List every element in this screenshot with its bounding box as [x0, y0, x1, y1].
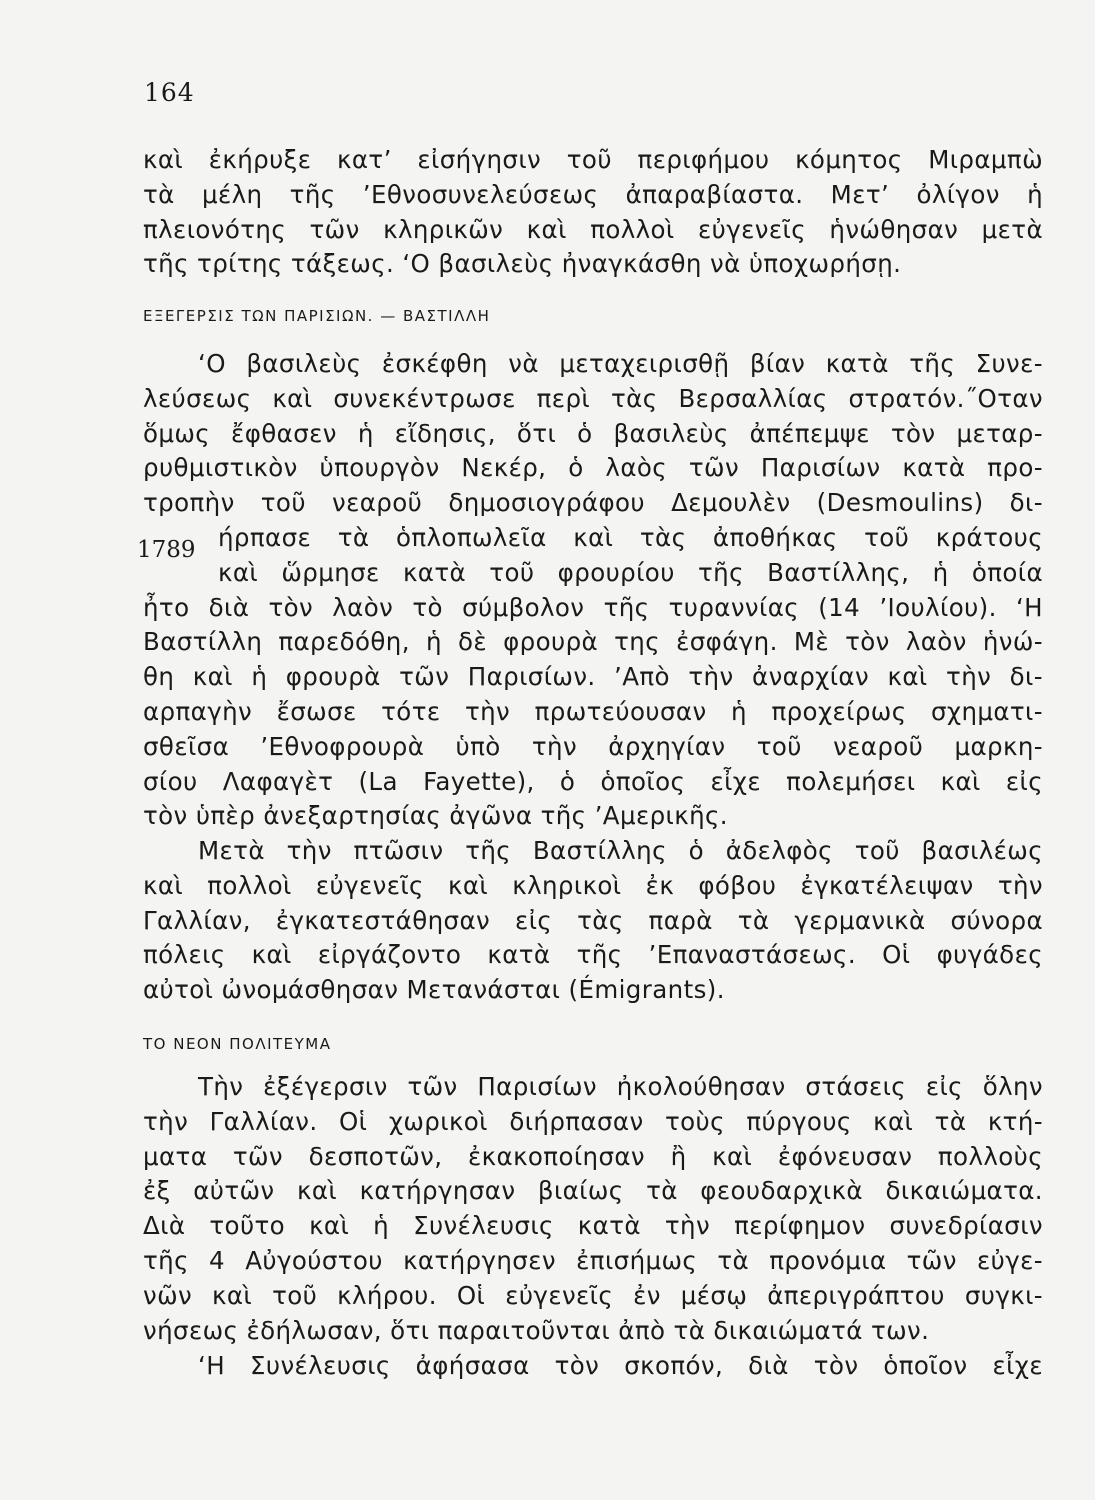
paragraph-assembly [143, 1349, 1043, 1384]
text-line: καὶ ὥρμησε κατὰ τοῦ φρουρίου τῆς Βαστίλλης, ἡ ὁποία [218, 557, 1043, 587]
section-heading-uprising: ΕΞΕΓΕΡΣΙΣ ΤΩΝ ΠΑΡΙΣΙΩΝ. — ΒΑΣΤΙΛΛΗ [143, 307, 491, 325]
text-line: πόλεις καὶ εἰργάζοντο κατὰ τῆς ’Επαναστάσεως. Οἱ φυγάδες [143, 940, 1043, 970]
text-line: τὴν Γαλλίαν. Οἱ χωρικοὶ διήρπασαν τοὺς πύργους καὶ τὰ κτή- [143, 1106, 1043, 1136]
text-line: πλειονότης τῶν κληρικῶν καὶ πολλοὶ εὐγενεῖς ἡνώθησαν μετὰ [143, 214, 1043, 244]
paragraph-emigrants [143, 834, 1043, 1008]
text-line: τῆς τρίτης τάξεως. ‘Ο βασιλεὺς ἠναγκάσθη νὰ ὑποχωρήσῃ. [143, 249, 902, 279]
text-line: ἦτο διὰ τὸν λαὸν τὸ σύμβολον τῆς τυραννίας (14 ’Ιουλίου). ‘Η [143, 592, 1043, 622]
text-line: καὶ πολλοὶ εὐγενεῖς καὶ κληρικοὶ ἐκ φόβου ἐγκατέλειψαν τὴν [143, 870, 1043, 900]
text-line: ‘Ο βασιλεὺς ἐσκέφθη νὰ μεταχειρισθῇ βίαν κατὰ τῆς Συνε- [198, 349, 1043, 378]
text-line: ‘Η Συνέλευσις ἀφήσασα τὸν σκοπόν, διὰ τὸν ὁποῖον εἶχε [198, 1351, 1043, 1380]
text-line: αρπαγὴν ἔσωσε τότε τὴν πρωτεύουσαν ἡ προχείρως σχηματι- [143, 696, 1043, 726]
text-line: αὐτοὶ ὠνομάσθησαν Μετανάσται (Émigrants). [143, 975, 725, 1005]
page-number: 164 [144, 78, 195, 107]
text-line: ματα τῶν δεσποτῶν, ἐκακοποίησαν ἢ καὶ ἐφόνευσαν πολλοὺς [143, 1141, 1043, 1171]
text-line: σίου Λαφαγὲτ (La Fayette), ὁ ὁποῖος εἶχε πολεμήσει καὶ εἰς [143, 766, 1043, 796]
text-line: σθεῖσα ’Εθνοφρουρὰ ὑπὸ τὴν ἀρχηγίαν τοῦ νεαροῦ μαρκη- [143, 731, 1043, 761]
text-line: ήρπασε τὰ ὁπλοπωλεῖα καὶ τὰς ἀποθήκας τοῦ κράτους [218, 522, 1043, 552]
text-line: Βαστίλλη παρεδόθη, ἡ δὲ φρουρὰ της ἐσφάγη. Μὲ τὸν λαὸν ἡνώ- [143, 627, 1043, 657]
text-line: τροπὴν τοῦ νεαροῦ δημοσιογράφου Δεμουλὲν (Desmoulins) δι- [143, 488, 1043, 518]
text-line: νήσεως ἐδήλωσαν, ὅτι παραιτοῦνται ἀπὸ τὰ δικαιώματά των. [143, 1315, 930, 1345]
paragraph-intro [143, 143, 1043, 282]
text-line: τῆς 4 Αὐγούστου κατήργησεν ἐπισήμως τὰ προνόμια τῶν εὐγε- [143, 1245, 1043, 1275]
paragraph-revolts [143, 1070, 1043, 1348]
text-line: ρυθμιστικὸν ὑπουργὸν Νεκέρ, ὁ λαὸς τῶν Παρισίων κατὰ προ- [143, 453, 1043, 483]
text-line: θη καὶ ἡ φρουρὰ τῶν Παρισίων. ’Απὸ τὴν ἀναρχίαν καὶ τὴν δι- [143, 662, 1043, 692]
text-line: Διὰ τοῦτο καὶ ἡ Συνέλευσις κατὰ τὴν περίφημον συνεδρίασιν [143, 1211, 1043, 1241]
section-heading-new-regime: ΤΟ ΝΕΟΝ ΠΟΛΙΤΕΥΜΑ [143, 1035, 332, 1053]
text-line: νῶν καὶ τοῦ κλήρου. Οἱ εὐγενεῖς ἐν μέσῳ ἀπεριγράπτου συγκι- [143, 1280, 1043, 1310]
paragraph-bastille [143, 347, 1043, 834]
text-line: καὶ ἐκήρυξε κατ’ εἰσήγησιν τοῦ περιφήμου κόμητος Μιραμπὼ [143, 145, 1043, 174]
text-line: Γαλλίαν, ἐγκατεστάθησαν εἰς τὰς παρὰ τὰ γερμανικὰ σύνορα [143, 905, 1043, 935]
text-line: ὅμως ἔφθασεν ἡ εἴδησις, ὅτι ὁ βασιλεὺς ἀπέπεμψε τὸν μεταρ- [143, 418, 1043, 448]
text-line: Μετὰ τὴν πτῶσιν τῆς Βαστίλλης ὁ ἀδελφὸς τοῦ βασιλέως [198, 836, 1043, 865]
text-line: τὰ μέλη τῆς ’Εθνοσυνελεύσεως ἀπαραβίαστα. Μετ’ ὀλίγον ἡ [143, 179, 1043, 209]
margin-date: 1789 [137, 537, 196, 563]
text-line: Τὴν ἐξέγερσιν τῶν Παρισίων ἠκολούθησαν στάσεις εἰς ὅλην [198, 1072, 1043, 1101]
text-line: τὸν ὑπὲρ ἀνεξαρτησίας ἀγῶνα τῆς ’Αμερικῆς. [143, 801, 728, 831]
text-line: λεύσεως καὶ συνεκέντρωσε περὶ τὰς Βερσαλλίας στρατόν.˝Οταν [143, 383, 1043, 413]
text-line: ἐξ αὐτῶν καὶ κατήργησαν βιαίως τὰ φεουδαρχικὰ δικαιώματα. [143, 1176, 1043, 1206]
